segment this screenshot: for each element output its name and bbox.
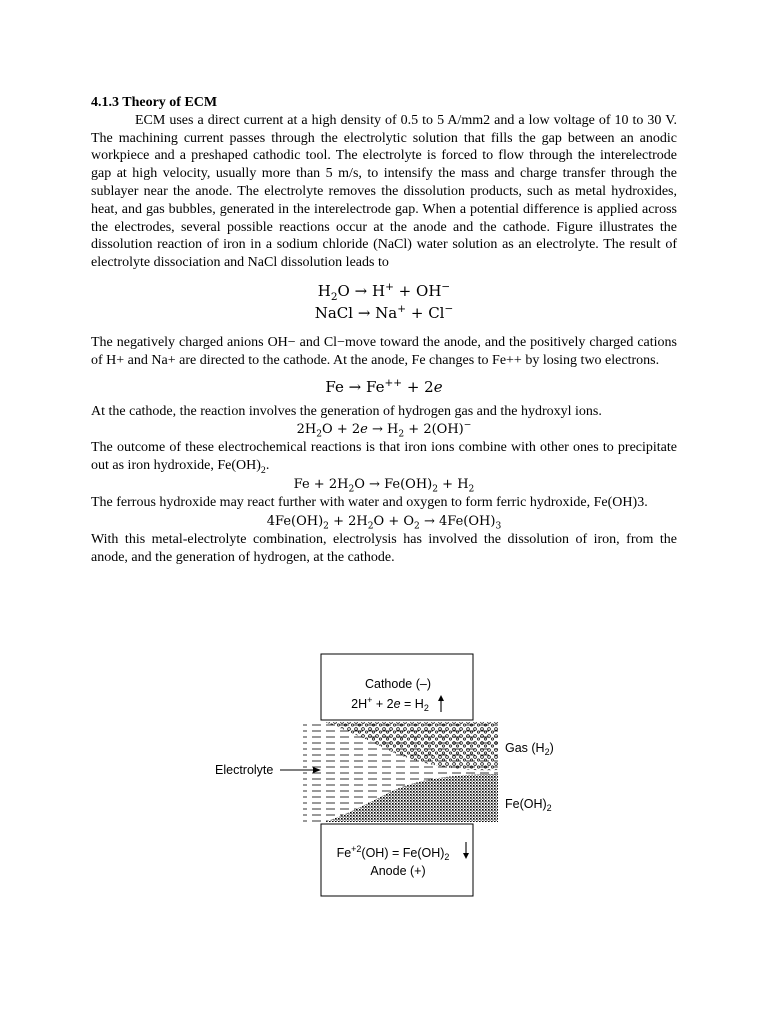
cathode-label: Cathode (–) [364,677,432,691]
paragraph-cathode-reaction: At the cathode, the reaction involves the generation of hydrogen gas and the hydroxyl ions. [91,403,602,419]
anode-block [321,824,473,896]
cathode-equation: $2H^+ + 2e = H_2$ [351,695,429,713]
equation-nacl-dissolution: NaCl → Na+ + Cl− [314,302,454,322]
equation-cathode-reaction: $2H_2O + 2e \to H_2 + 2(OH)^-$ [296,421,472,440]
document-page [91,94,677,566]
ecm-diagram [200,650,580,900]
equation-ferrous-hydroxide: $Fe + 2H_2O \to Fe(OH)_2 + H_2$ [293,476,475,495]
paragraph-conclusion: With this metal-electrolyte combination, electrolysis has involved the dissolution of iron, from the anode, and the generation of hydrogen, at the cathode. [91,531,677,565]
paragraph-ion-movement: The negatively charged anions OH− and Cl−move toward the anode, and the positively charged cations of H+ and Na+ are directed to the cathode. At the anode, Fe changes to Fe++ by losing two electrons. [91,334,677,368]
hydroxide-label: $Fe(OH)_2$ [505,797,552,813]
anode-equation: $Fe^{+2}(OH) = Fe(OH)_2$ [336,844,450,862]
paragraph-intro: ECM uses a direct current at a high density of 0.5 to 5 A/mm2 and a low voltage of 10 to 30 V. The machining current passes through the electrolytic solution that fills the gap between an anodic workpiece and a preshaped cathodic tool. The electrolyte is forced to flow through the interelectrode gap at high velocity, usually more than 5 m/s, to intensify the mass and charge transfer through the sublayer near the anode. The electrolyte removes the dissolution products, such as metal hydroxides, heat, and gas bubbles, generated in the interelectrode gap. When a potential difference is applied across the electrodes, several possible reactions occur at the anode and the cathode. Figure illustrates the dissolution reaction of iron in a sodium chloride (NaCl) water solution as an electrolyte. The result of electrolyte dissociation and NaCl dissolution leads to [91,112,677,271]
paragraph-ferric-hydroxide: The ferrous hydroxide may react further with water and oxygen to form ferric hydroxide, Fe(OH)3. [91,494,648,510]
equation-water-dissociation: $H_2O \to H^+ + OH^-$ [317,280,451,303]
gas-label: Gas $(H_2)$ [505,741,554,757]
equation-ferric-hydroxide: $4Fe(OH)_2 + 2H_2O + O_2 \to 4Fe(OH)_3$ [266,513,502,532]
anode-label: Anode (+) [370,864,426,878]
electrolyte-label: Electrolyte [215,763,274,777]
section-heading: 4.1.3 Theory of ECM [91,95,218,110]
paragraph-iron-hydroxide: The outcome of these electrochemical reactions is that iron ions combine with other ones to precipitate out as iron hydroxide, $Fe(OH)_2$. [91,440,677,476]
equation-anode-reaction: Fe → Fe++ + 2e [325,376,443,396]
